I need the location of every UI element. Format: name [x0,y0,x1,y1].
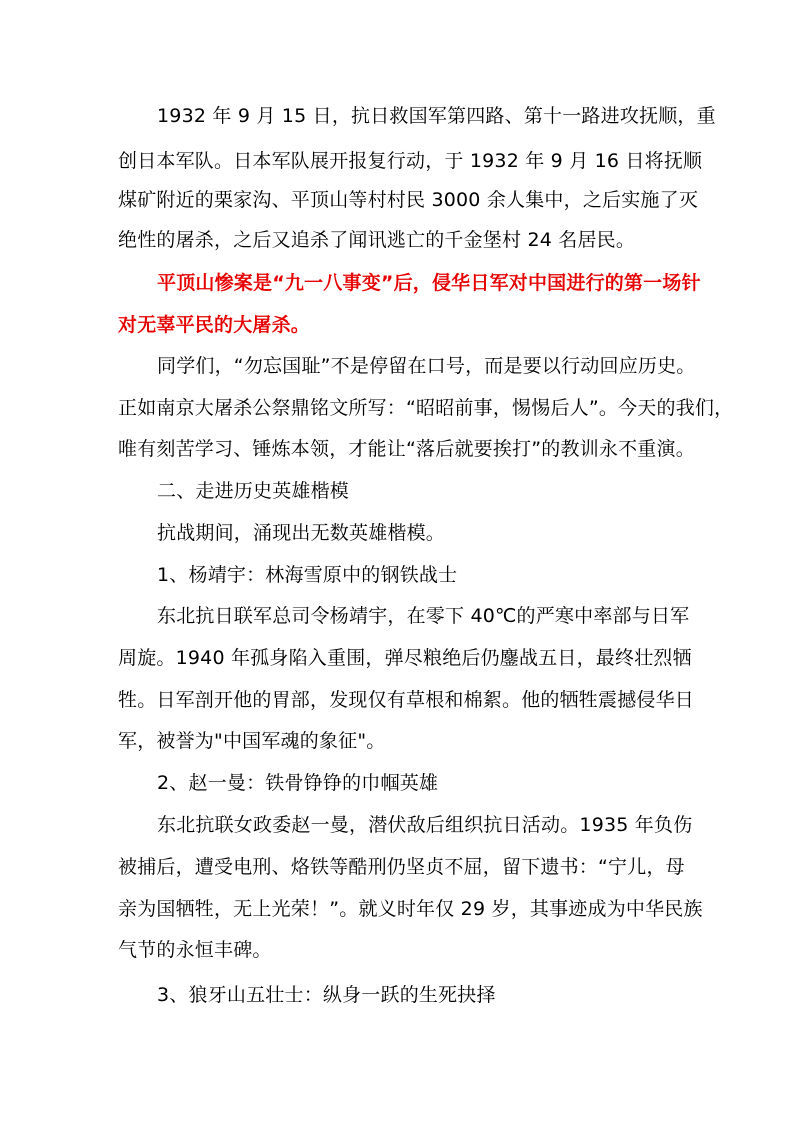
highlighted-line: 对无辜平民的大屠杀。 [118,314,311,336]
paragraph-line: 东北抗日联军总司令杨靖宇，在零下 40℃的严寒中率部与日军 [157,605,690,627]
paragraph-line: 1932 年 9 月 15 日，抗日救国军第四路、第十一路进攻抚顺，重 [157,105,716,127]
paragraph-line: 煤矿附近的栗家沟、平顶山等村村民 3000 余人集中，之后实施了灭 [118,189,699,211]
paragraph-line: 创日本军队。日本军队展开报复行动，于 1932 年 9 月 16 日将抚顺 [118,150,703,172]
paragraph-line: 抗战期间，涌现出无数英雄楷模。 [157,522,446,544]
paragraph-line: 牲。日军剖开他的胃部，发现仅有草根和棉絮。他的牺牲震撼侵华日 [118,689,695,711]
paragraph-line: 亲为国牺牲，无上光荣！”。就义时年仅 29 岁，其事迹成为中华民族 [118,898,703,920]
paragraph-line: 绝性的屠杀，之后又追杀了闻讯逃亡的千金堡村 24 名居民。 [118,229,636,251]
subsection-heading: 1、杨靖宇：林海雪原中的钢铁战士 [157,564,458,586]
paragraph-line: 同学们，“勿忘国耻”不是停留在口号，而是要以行动回应历史。 [157,355,696,377]
subsection-heading: 2、赵一曼：铁骨铮铮的巾帼英雄 [157,772,439,794]
paragraph-line: 东北抗联女政委赵一曼，潜伏敌后组织抗日活动。1935 年负伤 [157,814,693,836]
paragraph-line: 周旋。1940 年孤身陷入重围，弹尽粮绝后仍鏖战五日，最终壮烈牺 [118,647,692,669]
paragraph-line: 正如南京大屠杀公祭鼎铭文所写：“昭昭前事，惕惕后人”。今天的我们， [118,397,734,419]
subsection-heading: 3、狼牙山五壮士：纵身一跃的生死抉择 [157,984,496,1006]
paragraph-line: 气节的永恒丰碑。 [118,939,272,961]
paragraph-line: 唯有刻苦学习、锤炼本领，才能让“落后就要挨打”的教训永不重演。 [118,438,695,460]
highlighted-line: 平顶山惨案是“九一八事变”后，侵华日军对中国进行的第一场针 [157,272,701,294]
paragraph-line: 被捕后，遭受电刑、烙铁等酷刑仍坚贞不屈，留下遗书：“宁儿，母 [118,856,685,878]
section-heading: 二、走进历史英雄楷模 [157,480,350,502]
paragraph-line: 军，被誉为"中国军魂的象征"。 [118,730,386,752]
